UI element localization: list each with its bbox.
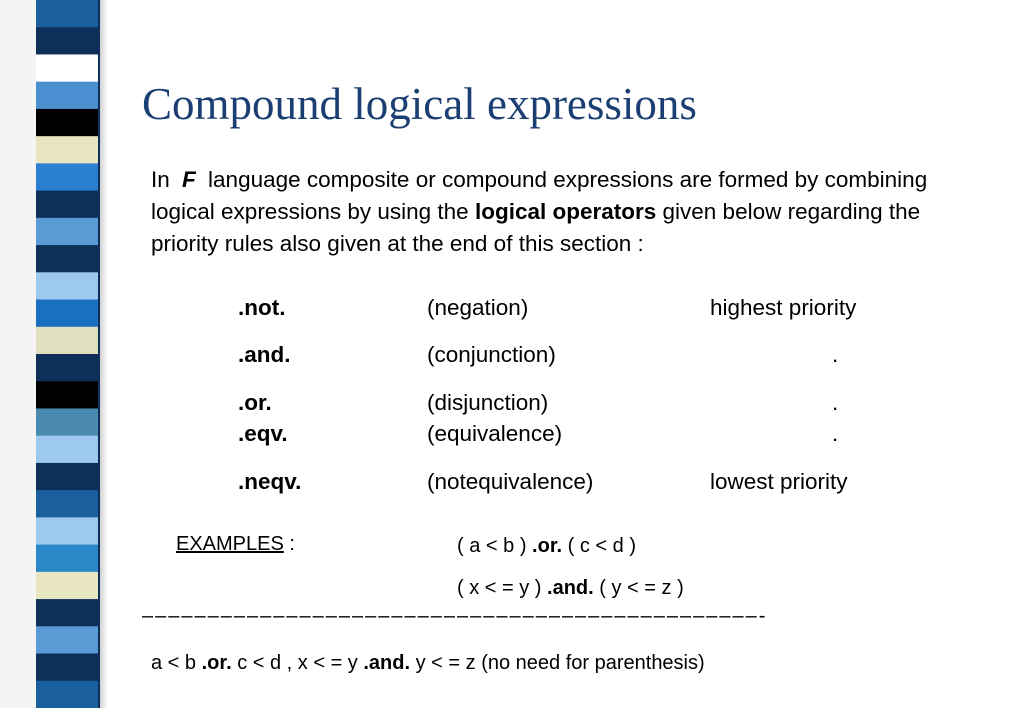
strip-left-band [0, 300, 36, 328]
example-1-right: ( c < d ) [567, 535, 636, 557]
decorative-color-strip [0, 0, 100, 708]
strip-block [36, 381, 98, 409]
intro-bold-term: logical operators [474, 199, 657, 224]
operator-priority: highest priority [710, 295, 857, 320]
strip-block [36, 0, 98, 28]
strip-block [36, 545, 98, 573]
strip-block [36, 681, 98, 708]
example-2-left: ( x < = y ) [457, 577, 542, 599]
strip-block [36, 27, 98, 55]
bottom-part-1: a < b [151, 652, 197, 674]
strip-block [36, 408, 98, 436]
strip-left-band [0, 163, 36, 191]
strip-left-band [0, 654, 36, 682]
operator-description: (disjunction) [427, 390, 549, 415]
strip-left-band [0, 54, 36, 82]
slide-title: Compound logical expressions [142, 79, 697, 129]
strip-left-band [0, 599, 36, 627]
strip-left-band [0, 490, 36, 518]
strip-block [36, 436, 98, 464]
strip-left-band [0, 517, 36, 545]
examples-heading: EXAMPLES [176, 533, 284, 555]
strip-left-band [0, 545, 36, 573]
operator-priority: . [832, 390, 839, 415]
operator-name: .neqv. [238, 469, 302, 494]
strip-shadow [100, 0, 108, 708]
strip-left-band [0, 463, 36, 491]
operator-description: (negation) [427, 295, 529, 320]
example-1-left: ( a < b ) [457, 535, 527, 557]
operator-name: .or. [238, 390, 272, 415]
strip-left-band [0, 572, 36, 600]
strip-left-band [0, 436, 36, 464]
operator-name: .not. [238, 295, 286, 320]
strip-block [36, 599, 98, 627]
operator-name: .and. [238, 342, 291, 367]
strip-block [36, 191, 98, 219]
strip-left-band [0, 381, 36, 409]
strip-left-band [0, 354, 36, 382]
strip-block [36, 572, 98, 600]
strip-left-band [0, 408, 36, 436]
strip-left-band [0, 191, 36, 219]
intro-text-1: In [151, 167, 170, 192]
intro-text-3: given below regarding the priority rules also given at the end of this section : [151, 199, 921, 256]
strip-left-band [0, 109, 36, 137]
separator-line: –––––––––––––––––––––––––––––––––––––––––––––––- [142, 605, 768, 627]
operator-priority: . [832, 421, 839, 446]
strip-block [36, 109, 98, 137]
strip-block [36, 218, 98, 246]
operator-description: (conjunction) [427, 342, 556, 367]
strip-block [36, 327, 98, 355]
bottom-operator-and: .and. [363, 652, 411, 674]
strip-left-band [0, 27, 36, 55]
strip-block [36, 163, 98, 191]
example-2-operator: .and. [547, 577, 594, 599]
strip-block [36, 54, 98, 82]
strip-block [36, 300, 98, 328]
operator-description: (equivalence) [427, 421, 563, 446]
examples-colon: : [283, 533, 295, 555]
strip-block [36, 490, 98, 518]
bottom-part-3: y < = z (no need for parenthesis) [415, 652, 705, 674]
strip-left-band [0, 327, 36, 355]
strip-left-band [0, 82, 36, 110]
operator-name: .eqv. [238, 421, 288, 446]
intro-paragraph [151, 164, 991, 260]
strip-block [36, 272, 98, 300]
strip-left-band [0, 681, 36, 708]
strip-block [36, 654, 98, 682]
strip-block [36, 463, 98, 491]
example-1 [457, 535, 636, 558]
strip-left-band [0, 272, 36, 300]
bottom-operator-or: .or. [201, 652, 232, 674]
strip-left-band [0, 626, 36, 654]
operator-description: (notequivalence) [427, 469, 594, 494]
strip-left-band [0, 218, 36, 246]
strip-block [36, 245, 98, 273]
bottom-part-2: c < d , x < = y [237, 652, 358, 674]
example-2-right: ( y < = z ) [599, 577, 684, 599]
strip-block [36, 517, 98, 545]
strip-block [36, 82, 98, 110]
strip-block [36, 354, 98, 382]
strip-block [36, 136, 98, 164]
bottom-example [151, 652, 705, 675]
example-2 [457, 577, 684, 600]
example-1-operator: .or. [532, 535, 563, 557]
intro-text-2: language composite or compound expressions are formed by combining logical expressions by using the [151, 167, 928, 224]
operator-priority: . [832, 342, 839, 367]
strip-left-band [0, 136, 36, 164]
strip-block [36, 626, 98, 654]
strip-left-band [0, 0, 36, 28]
intro-language-name: F [182, 167, 196, 192]
examples-label [176, 533, 295, 556]
operator-priority: lowest priority [710, 469, 848, 494]
strip-left-band [0, 245, 36, 273]
